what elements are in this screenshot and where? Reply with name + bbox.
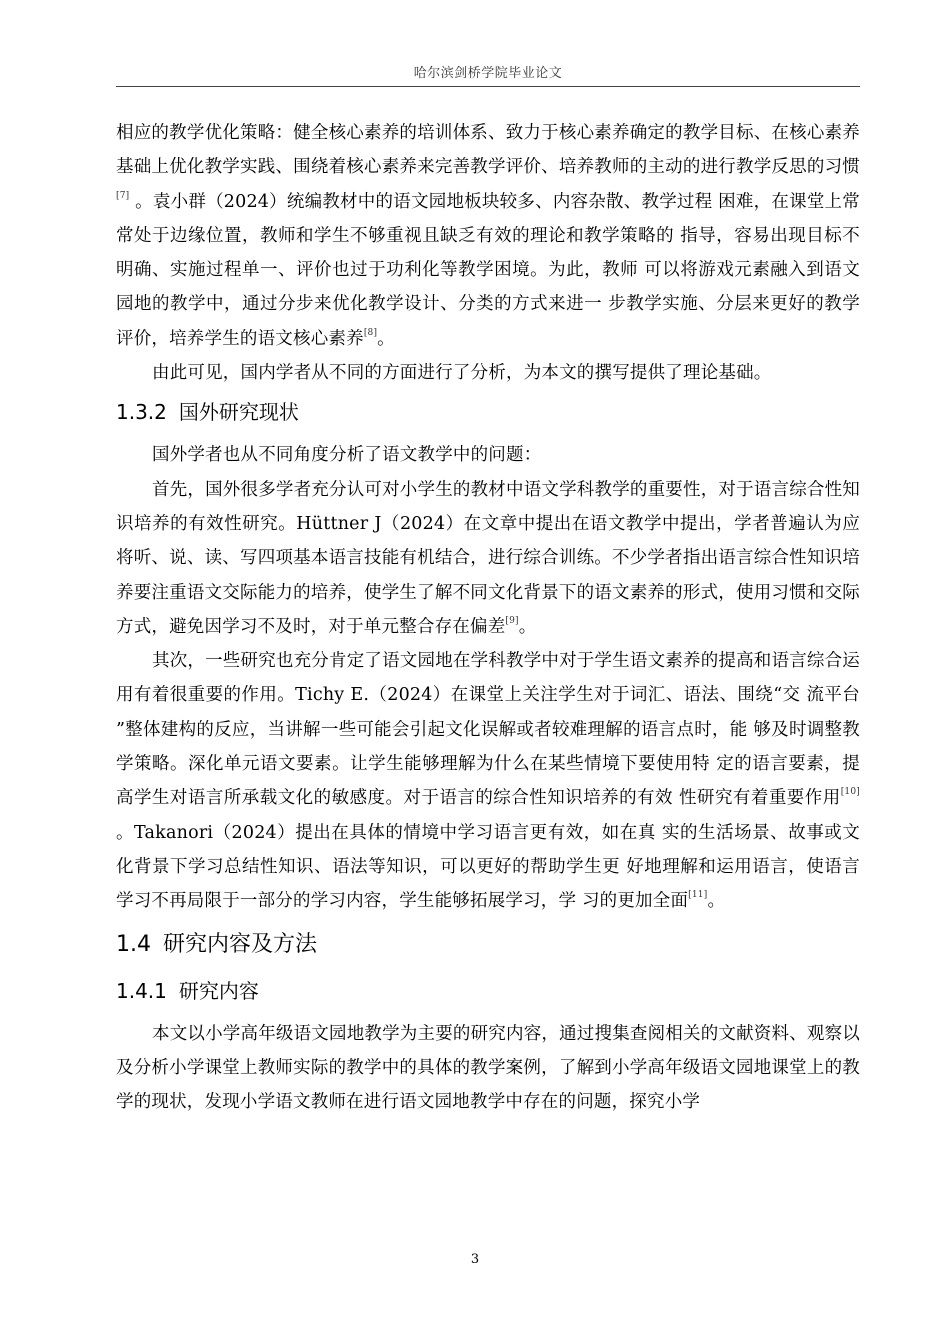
paragraph-text: 。 <box>707 891 726 912</box>
paragraph-text: 。 <box>518 616 537 637</box>
header-divider <box>116 86 860 87</box>
section-heading <box>116 971 860 1011</box>
paragraph-text: 首先，国外很多学者充分认可对小学生的教材中语文学科教学的重要性，对于语言综合性知识培养的有效性研究。Hüttner J（2024）在文章中提出在语文教学中提出，学者普遍认为应将听、说、读、写四项基本语言技能有机结合，进行综合训练。不少学者指出语言综合性知识培养要注重语文交际能力的培养，使学生了解不同文化背景下的语文素养的形式，使用习惯和交际方式，避免因学习不及时，对于单元整合存在偏差 <box>116 479 860 637</box>
paragraph: 国外学者也从不同角度分析了语文教学中的问题： <box>152 445 542 466</box>
document-body <box>116 116 860 1119</box>
section-title: 研究内容 <box>178 978 259 1003</box>
chapter-heading <box>116 923 860 967</box>
page-number: 3 <box>470 1252 480 1267</box>
section-number: 1.4 <box>116 931 151 957</box>
paragraph-text: 。 <box>377 328 395 349</box>
citation-ref: [9] <box>505 615 519 626</box>
citation-ref: [10] <box>840 787 860 798</box>
paragraph-text: 其次，一些研究也充分肯定了语文园地在学科教学中对于学生语文素养的提高和语言综合运用有着很重要的作用。Tichy E.（2024）在课堂上关注学生对于词汇、语法、围绕“交 流平台 ”整体建构的反应，当讲解一些可能会引起文化误解或者较难理解的语言点时，能 够及时调整教学策略。深化单元语文要素。让学生能够理解为什么在某些情境下要使用特 定的语言要素，提高学生对语言所承载文化的敏感度。对于语言的综合性知识培养的有效 性研究有着重要作用 <box>116 651 860 809</box>
paragraph <box>116 644 860 918</box>
paragraph-text: 。Takanori（2024）提出在具体的情境中学习语言更有效，如在真 实的生活场景、故事或文化背景下学习总结性知识、语法等知识，可以更好的帮助学生更 好地理解和运用语言，使语言学习不再局限于一部分的学习内容，学生能够拓展学习，学 习的更加全面 <box>116 822 860 912</box>
section-title: 国外研究现状 <box>178 400 299 425</box>
section-heading <box>116 392 860 432</box>
paragraph: 本文以小学高年级语文园地教学为主要的研究内容，通过搜集查阅相关的文献资料、观察以及分析小学课堂上教师实际的教学中的具体的教学案例，了解到小学高年级语文园地课堂上的教学的现状，发现小学语文教师在进行语文园地教学中存在的问题，探究小学 <box>116 1023 860 1113</box>
paragraph <box>116 473 860 644</box>
section-title: 研究内容及方法 <box>163 931 318 957</box>
paragraph: 由此可见，国内学者从不同的方面进行了分析，为本文的撰写提供了理论基础。 <box>152 363 772 384</box>
citation-ref: [11] <box>688 890 708 901</box>
citation-ref: [7] <box>116 190 130 201</box>
running-header: 哈尔滨剑桥学院毕业论文 <box>413 66 563 81</box>
paragraph-text: 相应的教学优化策略：健全核心素养的培训体系、致力于核心素养确定的教学目标、在核心素养基础上优化教学实践、围绕着核心素养来完善教学评价、培养教师的主动的进行教学反思的习惯 <box>116 123 860 178</box>
paragraph-text: 。袁小群（2024）统编教材中的语文园地板块较多、内容杂散、教学过程 困难，在课堂上常常处于边缘位置，教师和学生不够重视且缺乏有效的理论和教学策略的 指导，容易出现目标不明确、实施过程单一、评价也过于功利化等教学困境。为此，教师 可以将游戏元素融入到语文园地的教学中，通过分步来优化教学设计、分类的方式来进一 步教学实施、分层来更好的教学评价，培养学生的语文核心素养 <box>116 191 860 349</box>
paragraph <box>116 116 860 356</box>
citation-ref: [8] <box>363 327 378 338</box>
section-number: 1.3.2 <box>116 400 167 425</box>
section-number: 1.4.1 <box>116 978 167 1003</box>
